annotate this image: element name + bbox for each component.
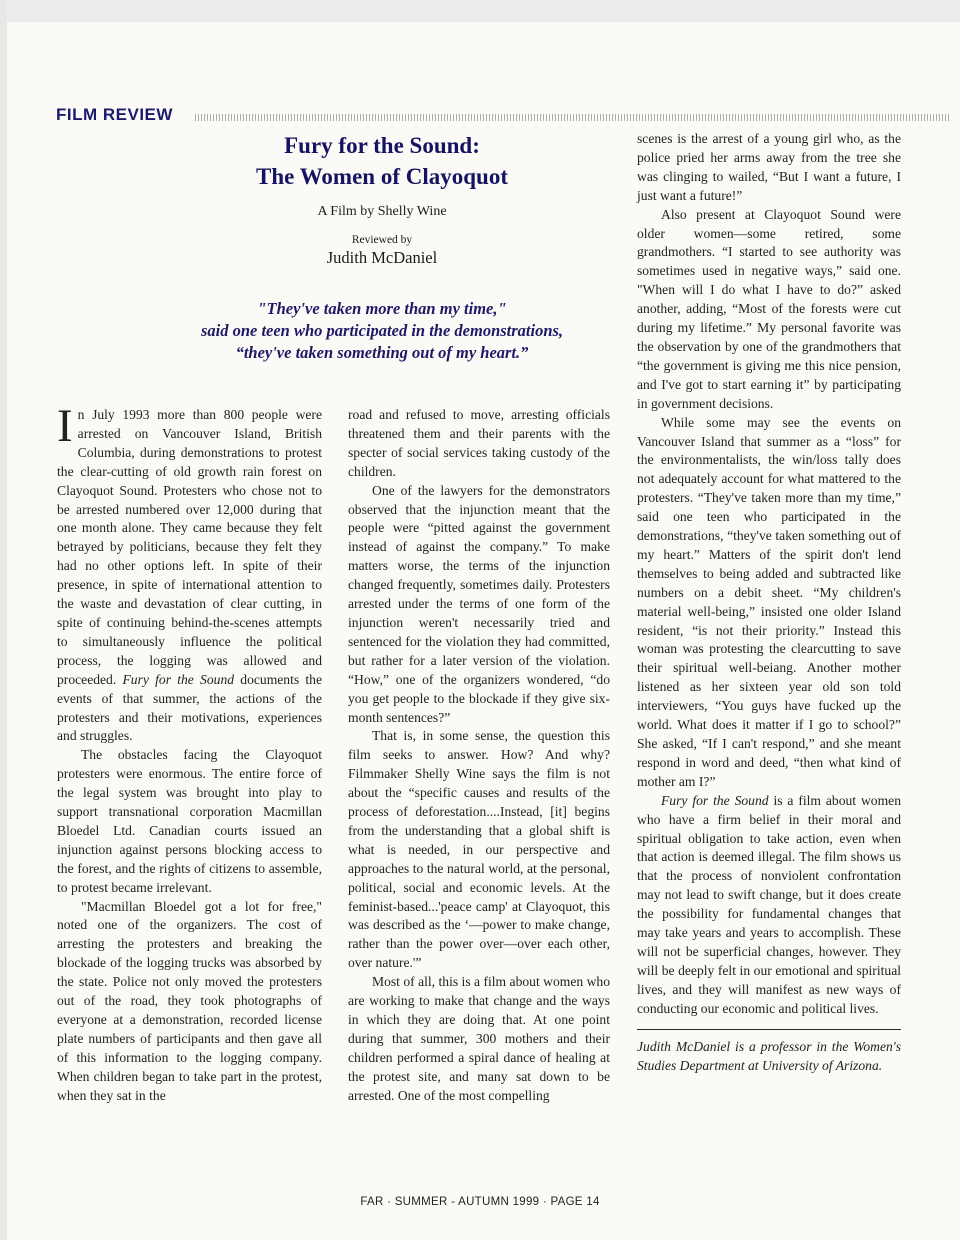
section-rule [195, 114, 950, 121]
scan-border-left [0, 0, 7, 1240]
title-line-2: The Women of Clayoquot [256, 164, 508, 189]
film-title-italic: Fury for the Sound [661, 792, 769, 808]
title-block [132, 130, 632, 268]
paragraph: While some may see the events on Vancouver Island that summer as a “loss” for the environmentalists, the win/loss tally does not adequately account for what mattered to the protesters. “They've taken more than my time,” said one teen who participated in the demonstrations, “they've taken something out of my heart.” Matters of the spirit don't lend themselves to being added and subtracted like numbers on a debit sheet. “My children's material well-being,” insisted one older Island resident, “is not their priority.” Instead this woman was protesting the clearcutting to save their spiritual well-beiang. Another mother listened as her sixteen year old son told interviewers, “You guys have fucked up the world. What does it matter if I go to school?” She asked, “If I can't respond,” and she meant respond in word and deed, “then what kind of mother am I?” [637, 414, 901, 789]
scan-border-top [0, 0, 960, 22]
article-column-1 [57, 400, 322, 1106]
paragraph [637, 792, 901, 1019]
film-byline: A Film by Shelly Wine [317, 204, 447, 219]
paragraph: road and refused to move, arresting officials threatened them and their parents with the specter of social services taking custody of the children. [348, 407, 610, 479]
paragraph: Also present at Clayoquot Sound were older women—some retired, some grandmothers. “I started to see authority was sometimes used in negative ways,” said one. "When will I do what I have to do?” asked another, adding, “Most of the forests were cut during my lifetime.” My personal favorite was the observation by one of the grandmothers that “the government is giving me this nice pension, and I've got to start earning it” by participating in government decisions. [637, 206, 901, 411]
paragraph: "Macmillan Bloedel got a lot for free," noted one of the organizers. The cost of arresting the protesters and breaking the blockade of the logging trucks was absorbed by the state. Police not only moved the protesters out of the road, they took photographs of everyone at a demonstration, recorded license plate numbers of participants and then gave all of this information to the logging company. When children began to take part in the protest, when they sat in the [57, 898, 322, 1103]
reviewer-name: Judith McDaniel [326, 248, 438, 267]
title-line-1: Fury for the Sound: [284, 133, 480, 158]
pull-quote-line-3: “they've taken something out of my heart.” [235, 343, 529, 362]
pull-quote-line-1: "They've taken more than my time," [257, 299, 507, 318]
drop-cap: I [57, 400, 73, 452]
pull-quote [112, 298, 652, 364]
paragraph: scenes is the arrest of a young girl who, as the police pried her arms away from the tree she was clinging to wailed, “But I want a future, I just want a future!” [637, 131, 901, 203]
article-title [132, 130, 632, 192]
author-note-rule [637, 1029, 901, 1030]
paragraph: Most of all, this is a film about women who are working to make that change and the ways in which they are doing that. At one point during that summer, 300 mothers and their children performed a spiral dance of healing at the protest site, and many sat down to be arrested. One of the most compelling [348, 974, 610, 1103]
paragraph: The obstacles facing the Clayoquot protesters were enormous. The entire force of the legal system was brought into play to support transnational corporation Macmillan Bloedel Ltd. Canadian courts issued an injunction against persons blocking access to the forest, and the rights of citizens to assemble, to protest became irrelevant. [57, 747, 322, 895]
film-title-italic: Fury for the Sound [122, 671, 235, 687]
article-column-2 [348, 406, 610, 1106]
paragraph [57, 400, 322, 746]
author-note: Judith McDaniel is a professor in the Women's Studies Department at University of Arizona. [637, 1038, 901, 1073]
paragraph: That is, in some sense, the question this film seeks to answer. How? And why? Filmmaker Shelly Wine says the film is not about the “specific causes and results of the process of deforestation....Instead, [it] begins from the understanding that a global shift is what is needed, in our perspective and approaches to the natural world, at the personal, political, social and economic levels. At the feminist-based...'peace camp' at Clayoquot, this was described as the ‘—power to make change, rather than the power over—over each other, over nature.'” [348, 728, 610, 971]
pull-quote-line-2: said one teen who participated in the demonstrations, [200, 321, 564, 340]
section-label: FILM REVIEW [56, 105, 173, 124]
page-footer: FAR · SUMMER - AUTUMN 1999 · PAGE 14 [360, 1196, 600, 1208]
paragraph-text: is a film about women who have a firm belief in their moral and spiritual obligation to take action, even when that action is deemed illegal. The film shows us that the process of nonviolent confrontation may not lead to swift change, but it does create the possibility for fundamental changes that may take years and years to accomplish. These will not be superficial changes, however. They will be deeply felt in our emotional and spiritual lives, and they will manifest as new ways of conducting our economic and political lives. [637, 792, 901, 1016]
paragraph-text: documents the events of that summer, the actions of the protesters and their motivations, experiences and struggles. [57, 671, 322, 744]
reviewed-by-label: Reviewed by [351, 234, 413, 246]
paragraph-text: n July 1993 more than 800 people were arrested on Vancouver Island, British Columbia, during demonstrations to protest the clear-cutting of old growth rain forest on Clayoquot Sound. Protesters who chose not to be arrested numbered over 12,000 during that one month alone. They came because they felt betrayed by politicians, because they felt they had no other options left. In spite of their presence, in spite of international attention to the waste and devastation of clear cutting, in spite of continuing behind-the-scenes attempts to simultaneously influence the political process, the logging was allowed and proceeded. [57, 407, 322, 687]
paragraph: One of the lawyers for the demonstrators observed that the injunction meant that the people were “pitted against the government instead of against the company.” To make matters worse, the terms of the injunction changed frequently, sometimes daily. Protesters arrested under the terms of one form of the injunction weren't necessarily tried and sentenced for the violation they had committed, but rather for a later version of the violation. “How,” one of the organizers wondered, “do you get people to the blockade if they give six-month sentences?” [348, 482, 610, 725]
article-column-3 [637, 130, 901, 1075]
